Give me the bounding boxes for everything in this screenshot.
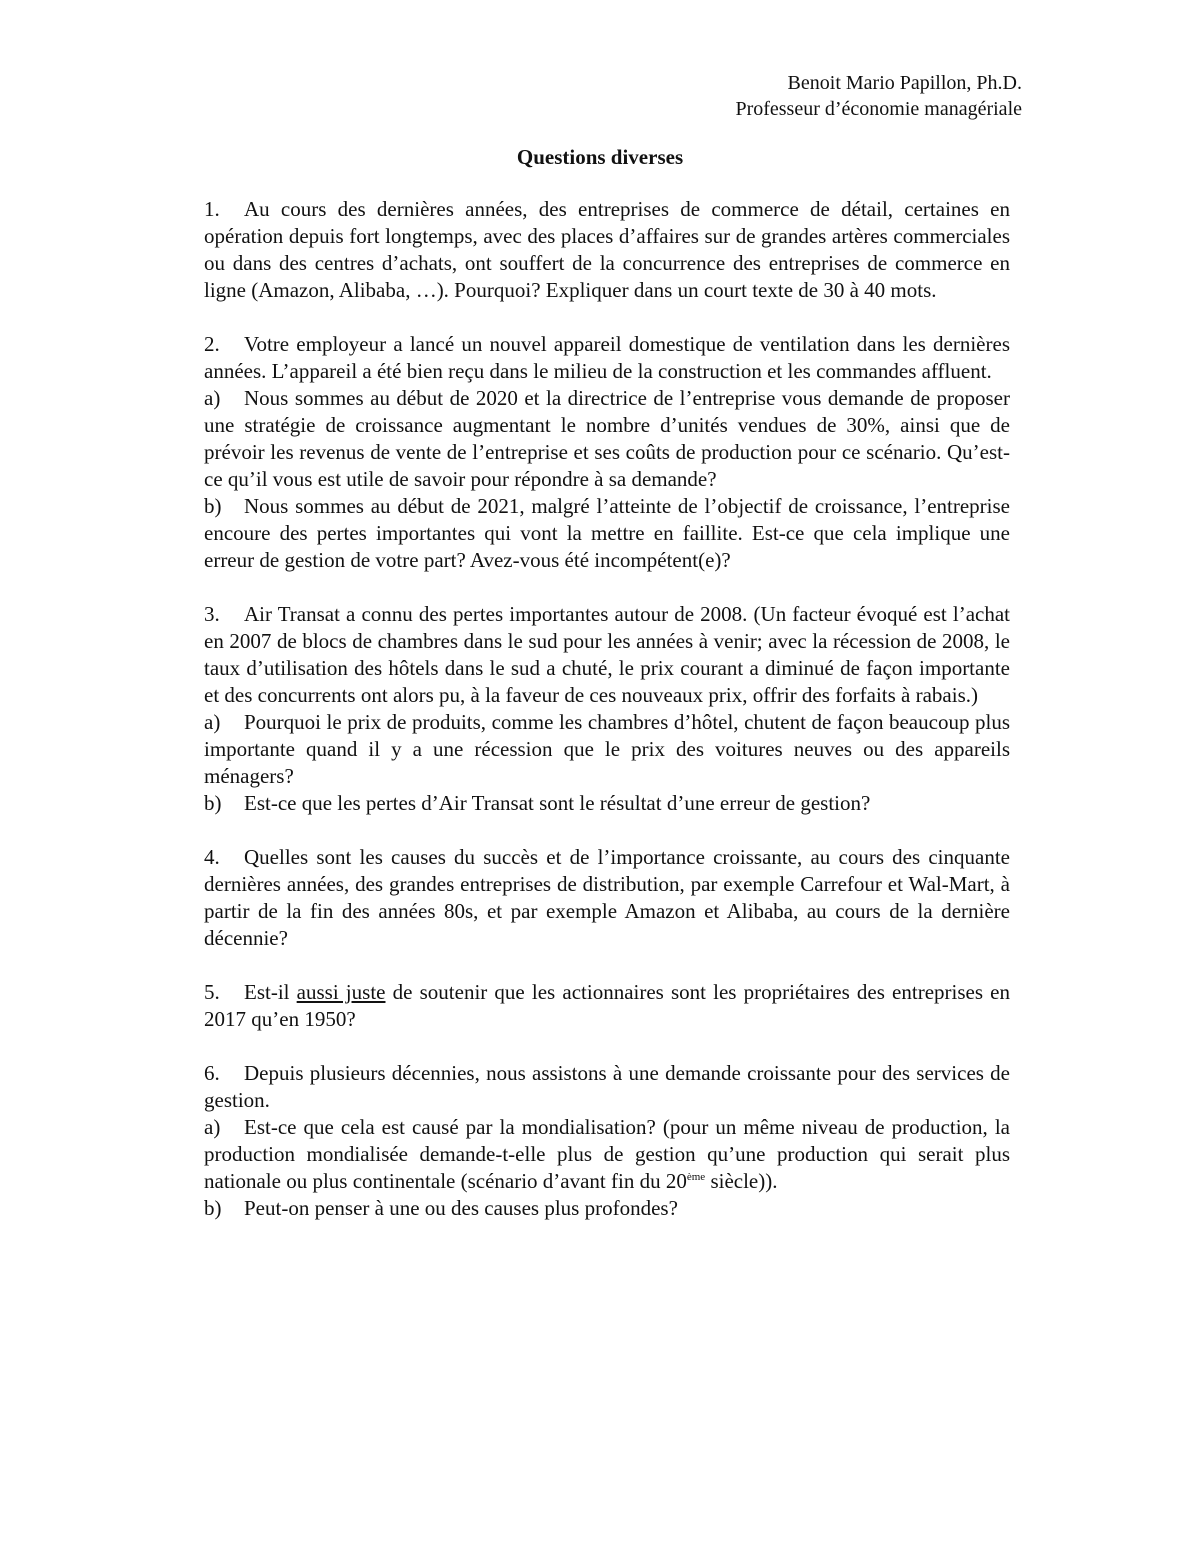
question-text: Votre employeur a lancé un nouvel appareil domestique de ventilation dans les dernières années. L’appareil a été bien reçu dans le milieu de la construction et les commandes affluent.	[204, 332, 1010, 383]
part-text: Est-ce que cela est causé par la mondialisation? (pour un même niveau de production, la production mondialisée demande-t-elle plus de gestion qu’une production qui serait plus nationale ou plus continentale (scénario d’avant fin du	[204, 1115, 1010, 1193]
question-number: 4.	[204, 845, 220, 869]
part-text: Peut-on penser à une ou des causes plus profondes?	[244, 1196, 678, 1220]
question-text-after: de soutenir que les actionnaires sont les propriétaires des entreprises en 2017 qu’en 1950?	[204, 980, 1010, 1031]
question-2-part-a	[204, 385, 1010, 493]
question-3-part-b	[204, 790, 1010, 817]
question-3-part-a	[204, 709, 1010, 790]
part-label: b)	[204, 1196, 222, 1220]
question-1	[204, 196, 1010, 304]
question-3	[204, 601, 1010, 709]
part-text: Est-ce que les pertes d’Air Transat sont le résultat d’une erreur de gestion?	[244, 791, 871, 815]
author-role: Professeur d’économie managériale	[735, 98, 1022, 120]
question-6	[204, 1060, 1010, 1114]
document-title: Questions diverses	[516, 145, 684, 169]
question-5	[204, 979, 1010, 1033]
part-label: a)	[204, 1115, 221, 1139]
question-text: Au cours des dernières années, des entreprises de commerce de détail, certaines en opération depuis fort longtemps, avec des places d’affaires sur de grandes artères commerciales ou dans des centres d’achats, ont souffert de la concurrence des entreprises de commerce en ligne (Amazon, Alibaba, …). Pourquoi? Expliquer dans un court texte de 30 à 40 mots.	[204, 197, 1010, 302]
part-label: b)	[204, 494, 222, 518]
question-2-part-b	[204, 493, 1010, 574]
question-text: Depuis plusieurs décennies, nous assistons à une demande croissante pour des services de gestion.	[204, 1061, 1010, 1112]
question-text: Quelles sont les causes du succès et de l’importance croissante, au cours des cinquante dernières années, des grandes entreprises de distribution, par exemple Carrefour et Wal-Mart, à partir de la fin des années 80s, et par exemple Amazon et Alibaba, au cours de la dernière décennie?	[204, 845, 1010, 950]
question-number: 1.	[204, 197, 220, 221]
question-6-part-a	[204, 1114, 1010, 1195]
part-label: a)	[204, 386, 221, 410]
part-text: Pourquoi le prix de produits, comme les chambres d’hôtel, chutent de façon beaucoup plus importante quand il y a une récession que le prix des voitures neuves ou des appareils ménagers?	[204, 710, 1010, 788]
document-body	[204, 196, 1010, 1222]
question-4	[204, 844, 1010, 952]
part-text: Nous sommes au début de 2021, malgré l’atteinte de l’objectif de croissance, l’entreprise encoure des pertes importantes qui vont la mettre en faillite. Est-ce que cela implique une erreur de gestion de votre part? Avez-vous été incompétent(e)?	[204, 494, 1010, 572]
part-label: a)	[204, 710, 221, 734]
question-2	[204, 331, 1010, 385]
question-number: 6.	[204, 1061, 220, 1085]
question-text: Air Transat a connu des pertes importantes autour de 2008. (Un facteur évoqué est l’achat en 2007 de blocs de chambres dans le sud pour les années à venir; avec la récession de 2008, le taux d’utilisation des hôtels dans le sud a chuté, le prix courant a diminué de façon importante et des concurrents ont alors pu, à la faveur de ces nouveaux prix, offrir des forfaits à rabais.)	[204, 602, 1010, 707]
author-block	[735, 70, 1022, 122]
ordinal-superscript: ème	[686, 1171, 706, 1183]
part-label: b)	[204, 791, 222, 815]
question-number: 5.	[204, 980, 220, 1004]
underlined-phrase: aussi juste	[296, 980, 386, 1004]
question-number: 3.	[204, 602, 220, 626]
question-text-before: Est-il	[244, 980, 297, 1004]
author-name: Benoit Mario Papillon, Ph.D.	[787, 72, 1022, 94]
century-number: 20	[665, 1169, 687, 1193]
part-text-end: siècle)).	[705, 1169, 778, 1193]
question-6-part-b	[204, 1195, 1010, 1222]
part-text: Nous sommes au début de 2020 et la directrice de l’entreprise vous demande de proposer une stratégie de croissance augmentant le nombre d’unités vendues de 30%, ainsi que de prévoir les revenus de vente de l’entreprise et ses coûts de production pour ce scénario. Qu’est-ce qu’il vous est utile de savoir pour répondre à sa demande?	[204, 386, 1010, 491]
question-number: 2.	[204, 332, 220, 356]
